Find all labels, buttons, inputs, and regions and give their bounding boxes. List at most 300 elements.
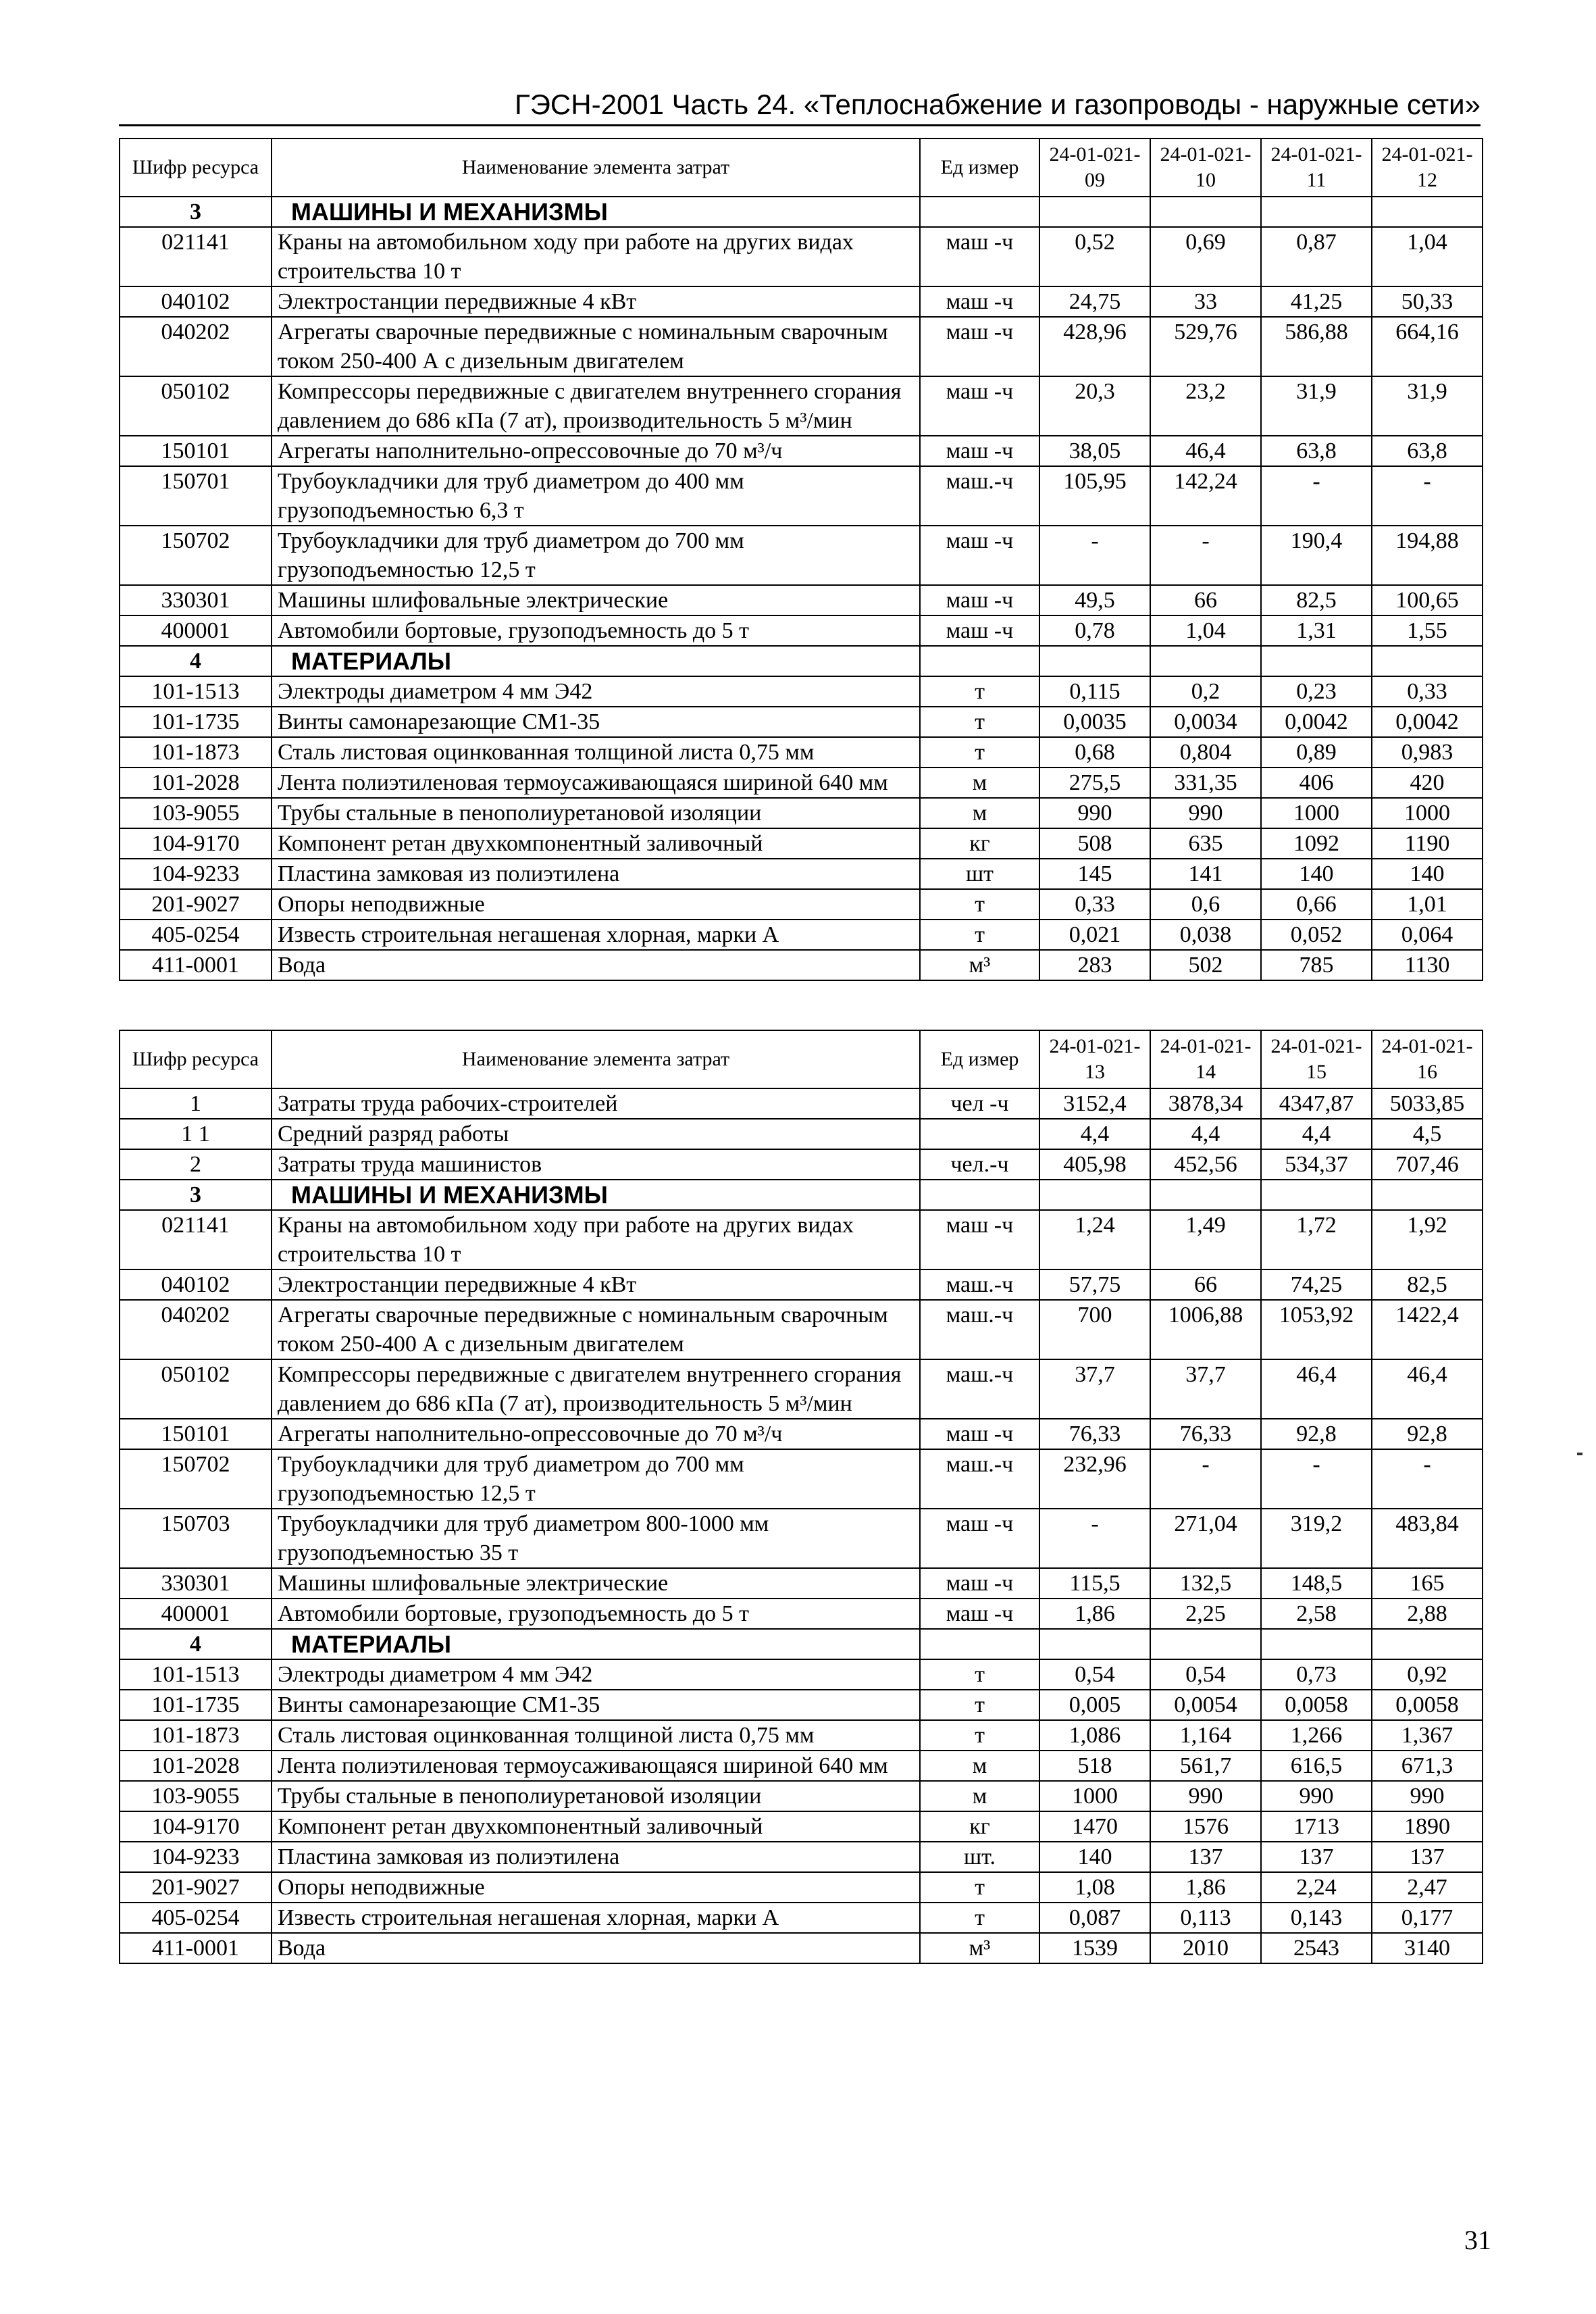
cell-value: 38,05 [1039,436,1150,466]
cell-name: Сталь листовая оцинкованная толщиной листа 0,75 мм [272,737,920,768]
cell-unit: маш -ч [920,1568,1039,1599]
cell-value: 2,25 [1150,1599,1261,1629]
cell-value: 1,266 [1261,1720,1372,1751]
cell-value: 0,804 [1150,737,1261,768]
cell-value: 319,2 [1261,1509,1372,1568]
cell-value: 0,78 [1039,615,1150,646]
cell-code: 103-9055 [120,798,272,828]
cell-value: 2010 [1150,1933,1261,1963]
cell-value: 1092 [1261,828,1372,859]
header-code: Шифр ресурса [120,1030,272,1088]
cell-value: 3878,34 [1150,1088,1261,1119]
cell-value: 0,92 [1372,1659,1483,1690]
cell-name: Средний разряд работы [272,1119,920,1149]
cell-name: Трубы стальные в пенополиуретановой изоляции [272,798,920,828]
cell-name: Агрегаты наполнительно-опрессовочные до 70 м³/ч [272,436,920,466]
cell-code: 2 [120,1149,272,1180]
section-row [120,1180,1483,1210]
cell-name: Пластина замковая из полиэтилена [272,1842,920,1872]
cell-value: 0,0058 [1372,1690,1483,1720]
cell-name: Краны на автомобильном ходу при работе на других видах строительства 10 т [272,1210,920,1269]
cell-code: 101-1735 [120,1690,272,1720]
cell-value: 0,68 [1039,737,1150,768]
cell-value: 5033,85 [1372,1088,1483,1119]
cell-value: 0,064 [1372,920,1483,950]
cell-name: Электростанции передвижные 4 кВт [272,286,920,317]
cell-value: 1890 [1372,1811,1483,1842]
cell-code: 4 [120,646,272,676]
cell-unit: маш -ч [920,286,1039,317]
cell-unit: маш.-ч [920,1359,1039,1419]
scan-artifact [1577,1453,1582,1455]
header-code: Шифр ресурса [120,139,272,197]
cell-unit [920,1180,1039,1210]
cell-value: 140 [1261,859,1372,889]
header-name: Наименование элемента затрат [272,139,920,197]
cell-value: 82,5 [1372,1269,1483,1300]
cell-value: 37,7 [1039,1359,1150,1419]
cell-unit: т [920,1903,1039,1933]
table-row [120,950,1483,980]
cell-name: Агрегаты сварочные передвижные с номинальным сварочным током 250-400 А с дизельным двигателем [272,1300,920,1359]
cell-value: 616,5 [1261,1751,1372,1781]
table-row [120,1419,1483,1449]
cell-name: Машины шлифовальные электрические [272,1568,920,1599]
cell-name: Автомобили бортовые, грузоподъемность до 5 т [272,615,920,646]
cell-value [1150,1180,1261,1210]
cell-name: Вода [272,1933,920,1963]
cell-value: 502 [1150,950,1261,980]
cell-code: 330301 [120,1568,272,1599]
cell-value: 275,5 [1039,768,1150,798]
resource-table-1 [119,138,1483,981]
cell-value: 20,3 [1039,376,1150,436]
cell-value: 1,92 [1372,1210,1483,1269]
cell-code: 101-2028 [120,768,272,798]
table-row [120,1751,1483,1781]
cell-name: Трубоукладчики для труб диаметром до 700 мм грузоподъемностью 12,5 т [272,1449,920,1509]
cell-value: 46,4 [1150,436,1261,466]
cell-value: - [1261,1449,1372,1509]
cell-value: 0,52 [1039,227,1150,286]
cell-value: 1576 [1150,1811,1261,1842]
cell-value: 66 [1150,585,1261,615]
table-row [120,1119,1483,1149]
cell-value: - [1150,1449,1261,1509]
cell-name: Опоры неподвижные [272,1872,920,1903]
cell-value: 1053,92 [1261,1300,1372,1359]
cell-unit: т [920,707,1039,737]
cell-value: 140 [1039,1842,1150,1872]
cell-unit: маш -ч [920,585,1039,615]
cell-value: 1,04 [1150,615,1261,646]
cell-value: 990 [1150,1781,1261,1811]
cell-value [1372,1180,1483,1210]
table-row [120,1149,1483,1180]
cell-value: 115,5 [1039,1568,1150,1599]
cell-value [1261,1629,1372,1659]
cell-value: 100,65 [1372,585,1483,615]
cell-unit: м [920,798,1039,828]
cell-value: 518 [1039,1751,1150,1781]
cell-value: 1006,88 [1150,1300,1261,1359]
cell-name: Трубоукладчики для труб диаметром до 700 мм грузоподъемностью 12,5 т [272,526,920,585]
cell-unit: чел -ч [920,1088,1039,1119]
header-unit: Ед измер [920,1030,1039,1088]
cell-unit: т [920,920,1039,950]
cell-value: 76,33 [1150,1419,1261,1449]
cell-value: 46,4 [1372,1359,1483,1419]
cell-name: Затраты труда машинистов [272,1149,920,1180]
cell-code: 104-9170 [120,828,272,859]
cell-value: 1000 [1372,798,1483,828]
cell-value: 990 [1372,1781,1483,1811]
cell-value: 23,2 [1150,376,1261,436]
cell-name: Компонент ретан двухкомпонентный заливочный [272,828,920,859]
cell-unit: м [920,1781,1039,1811]
cell-value [1039,197,1150,227]
table-row [120,1690,1483,1720]
cell-value: 0,54 [1039,1659,1150,1690]
cell-value: 0,143 [1261,1903,1372,1933]
cell-code: 405-0254 [120,920,272,950]
cell-name: Компрессоры передвижные с двигателем внутреннего сгорания давлением до 686 кПа (7 ат), производительность 5 м³/мин [272,1359,920,1419]
cell-value: 0,2 [1150,676,1261,707]
cell-unit: т [920,1690,1039,1720]
cell-value: 137 [1372,1842,1483,1872]
table-row [120,1509,1483,1568]
cell-value [1150,1629,1261,1659]
cell-unit [920,646,1039,676]
cell-value [1039,1629,1150,1659]
page-number: 31 [1464,2225,1491,2255]
cell-name: Пластина замковая из полиэтилена [272,859,920,889]
table-row [120,585,1483,615]
cell-value: 0,052 [1261,920,1372,950]
cell-value: - [1372,1449,1483,1509]
section-title: МАТЕРИАЛЫ [272,646,920,676]
cell-value: 190,4 [1261,526,1372,585]
cell-value: 1190 [1372,828,1483,859]
cell-value: 0,23 [1261,676,1372,707]
cell-value: 31,9 [1372,376,1483,436]
cell-unit: маш -ч [920,1509,1039,1568]
header-col-2: 24-01-021-14 [1150,1030,1261,1088]
cell-value: 4,4 [1039,1119,1150,1149]
cell-value: 1713 [1261,1811,1372,1842]
cell-code: 040102 [120,1269,272,1300]
table-header-row [120,139,1483,197]
cell-value: 1,01 [1372,889,1483,920]
section-title: МАТЕРИАЛЫ [272,1629,920,1659]
cell-value: 700 [1039,1300,1150,1359]
cell-value: 664,16 [1372,317,1483,376]
table-row [120,768,1483,798]
cell-value: 0,087 [1039,1903,1150,1933]
cell-code: 411-0001 [120,1933,272,1963]
section-title: МАШИНЫ И МЕХАНИЗМЫ [272,1180,920,1210]
table-row [120,737,1483,768]
cell-code: 3 [120,1180,272,1210]
section-title: МАШИНЫ И МЕХАНИЗМЫ [272,197,920,227]
cell-unit: т [920,1872,1039,1903]
cell-name: Автомобили бортовые, грузоподъемность до 5 т [272,1599,920,1629]
cell-name: Агрегаты сварочные передвижные с номинальным сварочным током 250-400 А с дизельным двигателем [272,317,920,376]
table-row [120,1568,1483,1599]
table-row [120,376,1483,436]
cell-value: 1,367 [1372,1720,1483,1751]
cell-value: 1,72 [1261,1210,1372,1269]
cell-value: 2,58 [1261,1599,1372,1629]
table-row [120,1269,1483,1300]
cell-value: 1,164 [1150,1720,1261,1751]
cell-code: 101-1513 [120,1659,272,1690]
cell-code: 040202 [120,317,272,376]
cell-code: 050102 [120,376,272,436]
table-row [120,526,1483,585]
cell-value [1039,1180,1150,1210]
cell-value: 66 [1150,1269,1261,1300]
cell-code: 150101 [120,436,272,466]
cell-value [1372,1629,1483,1659]
cell-value: 561,7 [1150,1751,1261,1781]
cell-code: 201-9027 [120,889,272,920]
cell-value: 508 [1039,828,1150,859]
cell-code: 104-9170 [120,1811,272,1842]
cell-value: 1,86 [1150,1872,1261,1903]
cell-unit: кг [920,828,1039,859]
table-row [120,1210,1483,1269]
cell-code: 400001 [120,1599,272,1629]
table-row [120,1933,1483,1963]
cell-value: 529,76 [1150,317,1261,376]
cell-code: 4 [120,1629,272,1659]
table-row [120,859,1483,889]
cell-value [1372,646,1483,676]
cell-value: 49,5 [1039,585,1150,615]
cell-unit: т [920,737,1039,768]
cell-value: 41,25 [1261,286,1372,317]
cell-value: 635 [1150,828,1261,859]
cell-value: 2543 [1261,1933,1372,1963]
header-col-3: 24-01-021-15 [1261,1030,1372,1088]
cell-value [1039,646,1150,676]
cell-code: 330301 [120,585,272,615]
page-header: ГЭСН-2001 Часть 24. «Теплоснабжение и газопроводы - наружные сети» [119,86,1481,126]
cell-code: 101-1735 [120,707,272,737]
cell-value [1150,646,1261,676]
cell-unit: маш -ч [920,376,1039,436]
cell-value [1261,646,1372,676]
header-col-1: 24-01-021-09 [1039,139,1150,197]
cell-value: 4347,87 [1261,1088,1372,1119]
cell-name: Винты самонарезающие СМ1-35 [272,707,920,737]
table-row [120,828,1483,859]
cell-value: 0,73 [1261,1659,1372,1690]
cell-value: 105,95 [1039,466,1150,526]
table-row [120,1599,1483,1629]
table-row [120,1842,1483,1872]
cell-value: 0,177 [1372,1903,1483,1933]
header-col-4: 24-01-021-12 [1372,139,1483,197]
section-row [120,197,1483,227]
cell-value: 194,88 [1372,526,1483,585]
cell-unit: маш.-ч [920,466,1039,526]
section-row [120,1629,1483,1659]
cell-unit: кг [920,1811,1039,1842]
table-row [120,1903,1483,1933]
cell-value: 3152,4 [1039,1088,1150,1119]
cell-code: 104-9233 [120,1842,272,1872]
cell-unit: маш -ч [920,436,1039,466]
cell-value: 990 [1261,1781,1372,1811]
cell-value: - [1039,1509,1150,1568]
cell-name: Компрессоры передвижные с двигателем внутреннего сгорания давлением до 686 кПа (7 ат), производительность 5 м³/мин [272,376,920,436]
cell-value: 1,55 [1372,615,1483,646]
cell-value: 1,49 [1150,1210,1261,1269]
cell-unit: чел.-ч [920,1149,1039,1180]
cell-value: 0,005 [1039,1690,1150,1720]
cell-name: Лента полиэтиленовая термоусаживающаяся шириной 640 мм [272,768,920,798]
cell-name: Электроды диаметром 4 мм Э42 [272,676,920,707]
cell-unit: маш -ч [920,615,1039,646]
cell-value: 0,0054 [1150,1690,1261,1720]
cell-unit [920,1629,1039,1659]
table-row [120,707,1483,737]
cell-code: 201-9027 [120,1872,272,1903]
cell-value: 0,69 [1150,227,1261,286]
table-row [120,1359,1483,1419]
cell-name: Известь строительная негашеная хлорная, марки А [272,920,920,950]
cell-value: 1,086 [1039,1720,1150,1751]
cell-value: 707,46 [1372,1149,1483,1180]
cell-value: 232,96 [1039,1449,1150,1509]
table-row [120,1720,1483,1751]
cell-code: 021141 [120,1210,272,1269]
cell-value: 92,8 [1261,1419,1372,1449]
cell-name: Электростанции передвижные 4 кВт [272,1269,920,1300]
cell-name: Винты самонарезающие СМ1-35 [272,1690,920,1720]
cell-unit: маш.-ч [920,1269,1039,1300]
cell-name: Машины шлифовальные электрические [272,585,920,615]
cell-code: 101-2028 [120,1751,272,1781]
cell-value: 76,33 [1039,1419,1150,1449]
cell-value: 0,6 [1150,889,1261,920]
cell-value: 0,33 [1039,889,1150,920]
cell-value: 50,33 [1372,286,1483,317]
table-row [120,920,1483,950]
cell-code: 101-1513 [120,676,272,707]
cell-value: 990 [1039,798,1150,828]
cell-value: 74,25 [1261,1269,1372,1300]
header-col-2: 24-01-021-10 [1150,139,1261,197]
cell-value [1372,197,1483,227]
cell-name: Электроды диаметром 4 мм Э42 [272,1659,920,1690]
cell-code: 405-0254 [120,1903,272,1933]
cell-code: 400001 [120,615,272,646]
cell-value: 283 [1039,950,1150,980]
cell-value: 165 [1372,1568,1483,1599]
cell-unit [920,197,1039,227]
cell-value: 31,9 [1261,376,1372,436]
cell-value: 0,983 [1372,737,1483,768]
cell-code: 101-1873 [120,1720,272,1751]
cell-value: 33 [1150,286,1261,317]
cell-value: 420 [1372,768,1483,798]
cell-unit: м³ [920,950,1039,980]
cell-unit: маш -ч [920,526,1039,585]
cell-value: 57,75 [1039,1269,1150,1300]
cell-value: 141 [1150,859,1261,889]
table-row [120,1811,1483,1842]
table-row [120,1300,1483,1359]
cell-value: 24,75 [1039,286,1150,317]
cell-value: 1,08 [1039,1872,1150,1903]
cell-value: 271,04 [1150,1509,1261,1568]
cell-code: 104-9233 [120,859,272,889]
cell-code: 150101 [120,1419,272,1449]
cell-value: 148,5 [1261,1568,1372,1599]
cell-value: - [1261,466,1372,526]
cell-unit: шт. [920,1842,1039,1872]
cell-unit [920,1119,1039,1149]
cell-value: - [1039,526,1150,585]
cell-value: 132,5 [1150,1568,1261,1599]
cell-value: 406 [1261,768,1372,798]
cell-value: 0,54 [1150,1659,1261,1690]
cell-value: 483,84 [1372,1509,1483,1568]
cell-unit: маш -ч [920,317,1039,376]
cell-code: 040202 [120,1300,272,1359]
cell-value: 0,0034 [1150,707,1261,737]
cell-value: 428,96 [1039,317,1150,376]
cell-name: Агрегаты наполнительно-опрессовочные до 70 м³/ч [272,1419,920,1449]
cell-value: 1,86 [1039,1599,1150,1629]
cell-value: 0,0042 [1372,707,1483,737]
cell-value: 1470 [1039,1811,1150,1842]
cell-value: 1,31 [1261,615,1372,646]
cell-code: 050102 [120,1359,272,1419]
resource-table-2 [119,1030,1483,1964]
cell-name: Затраты труда рабочих-строителей [272,1088,920,1119]
table-header-row [120,1030,1483,1088]
cell-value: 586,88 [1261,317,1372,376]
cell-value: 63,8 [1372,436,1483,466]
cell-value: 37,7 [1150,1359,1261,1419]
table-row [120,889,1483,920]
cell-value: 1,24 [1039,1210,1150,1269]
cell-name: Трубоукладчики для труб диаметром 800-1000 мм грузоподъемностью 35 т [272,1509,920,1568]
cell-value: 0,0035 [1039,707,1150,737]
cell-name: Трубоукладчики для труб диаметром до 400 мм грузоподъемностью 6,3 т [272,466,920,526]
cell-code: 150702 [120,1449,272,1509]
cell-value [1150,197,1261,227]
cell-code: 103-9055 [120,1781,272,1811]
cell-value: 63,8 [1261,436,1372,466]
cell-value: 671,3 [1372,1751,1483,1781]
cell-value: 4,4 [1261,1119,1372,1149]
cell-value: 785 [1261,950,1372,980]
table-row [120,676,1483,707]
cell-value: 46,4 [1261,1359,1372,1419]
cell-value: 0,021 [1039,920,1150,950]
cell-value: 137 [1261,1842,1372,1872]
cell-value: 1130 [1372,950,1483,980]
cell-name: Опоры неподвижные [272,889,920,920]
cell-value: 0,115 [1039,676,1150,707]
table-row [120,466,1483,526]
table-row [120,317,1483,376]
